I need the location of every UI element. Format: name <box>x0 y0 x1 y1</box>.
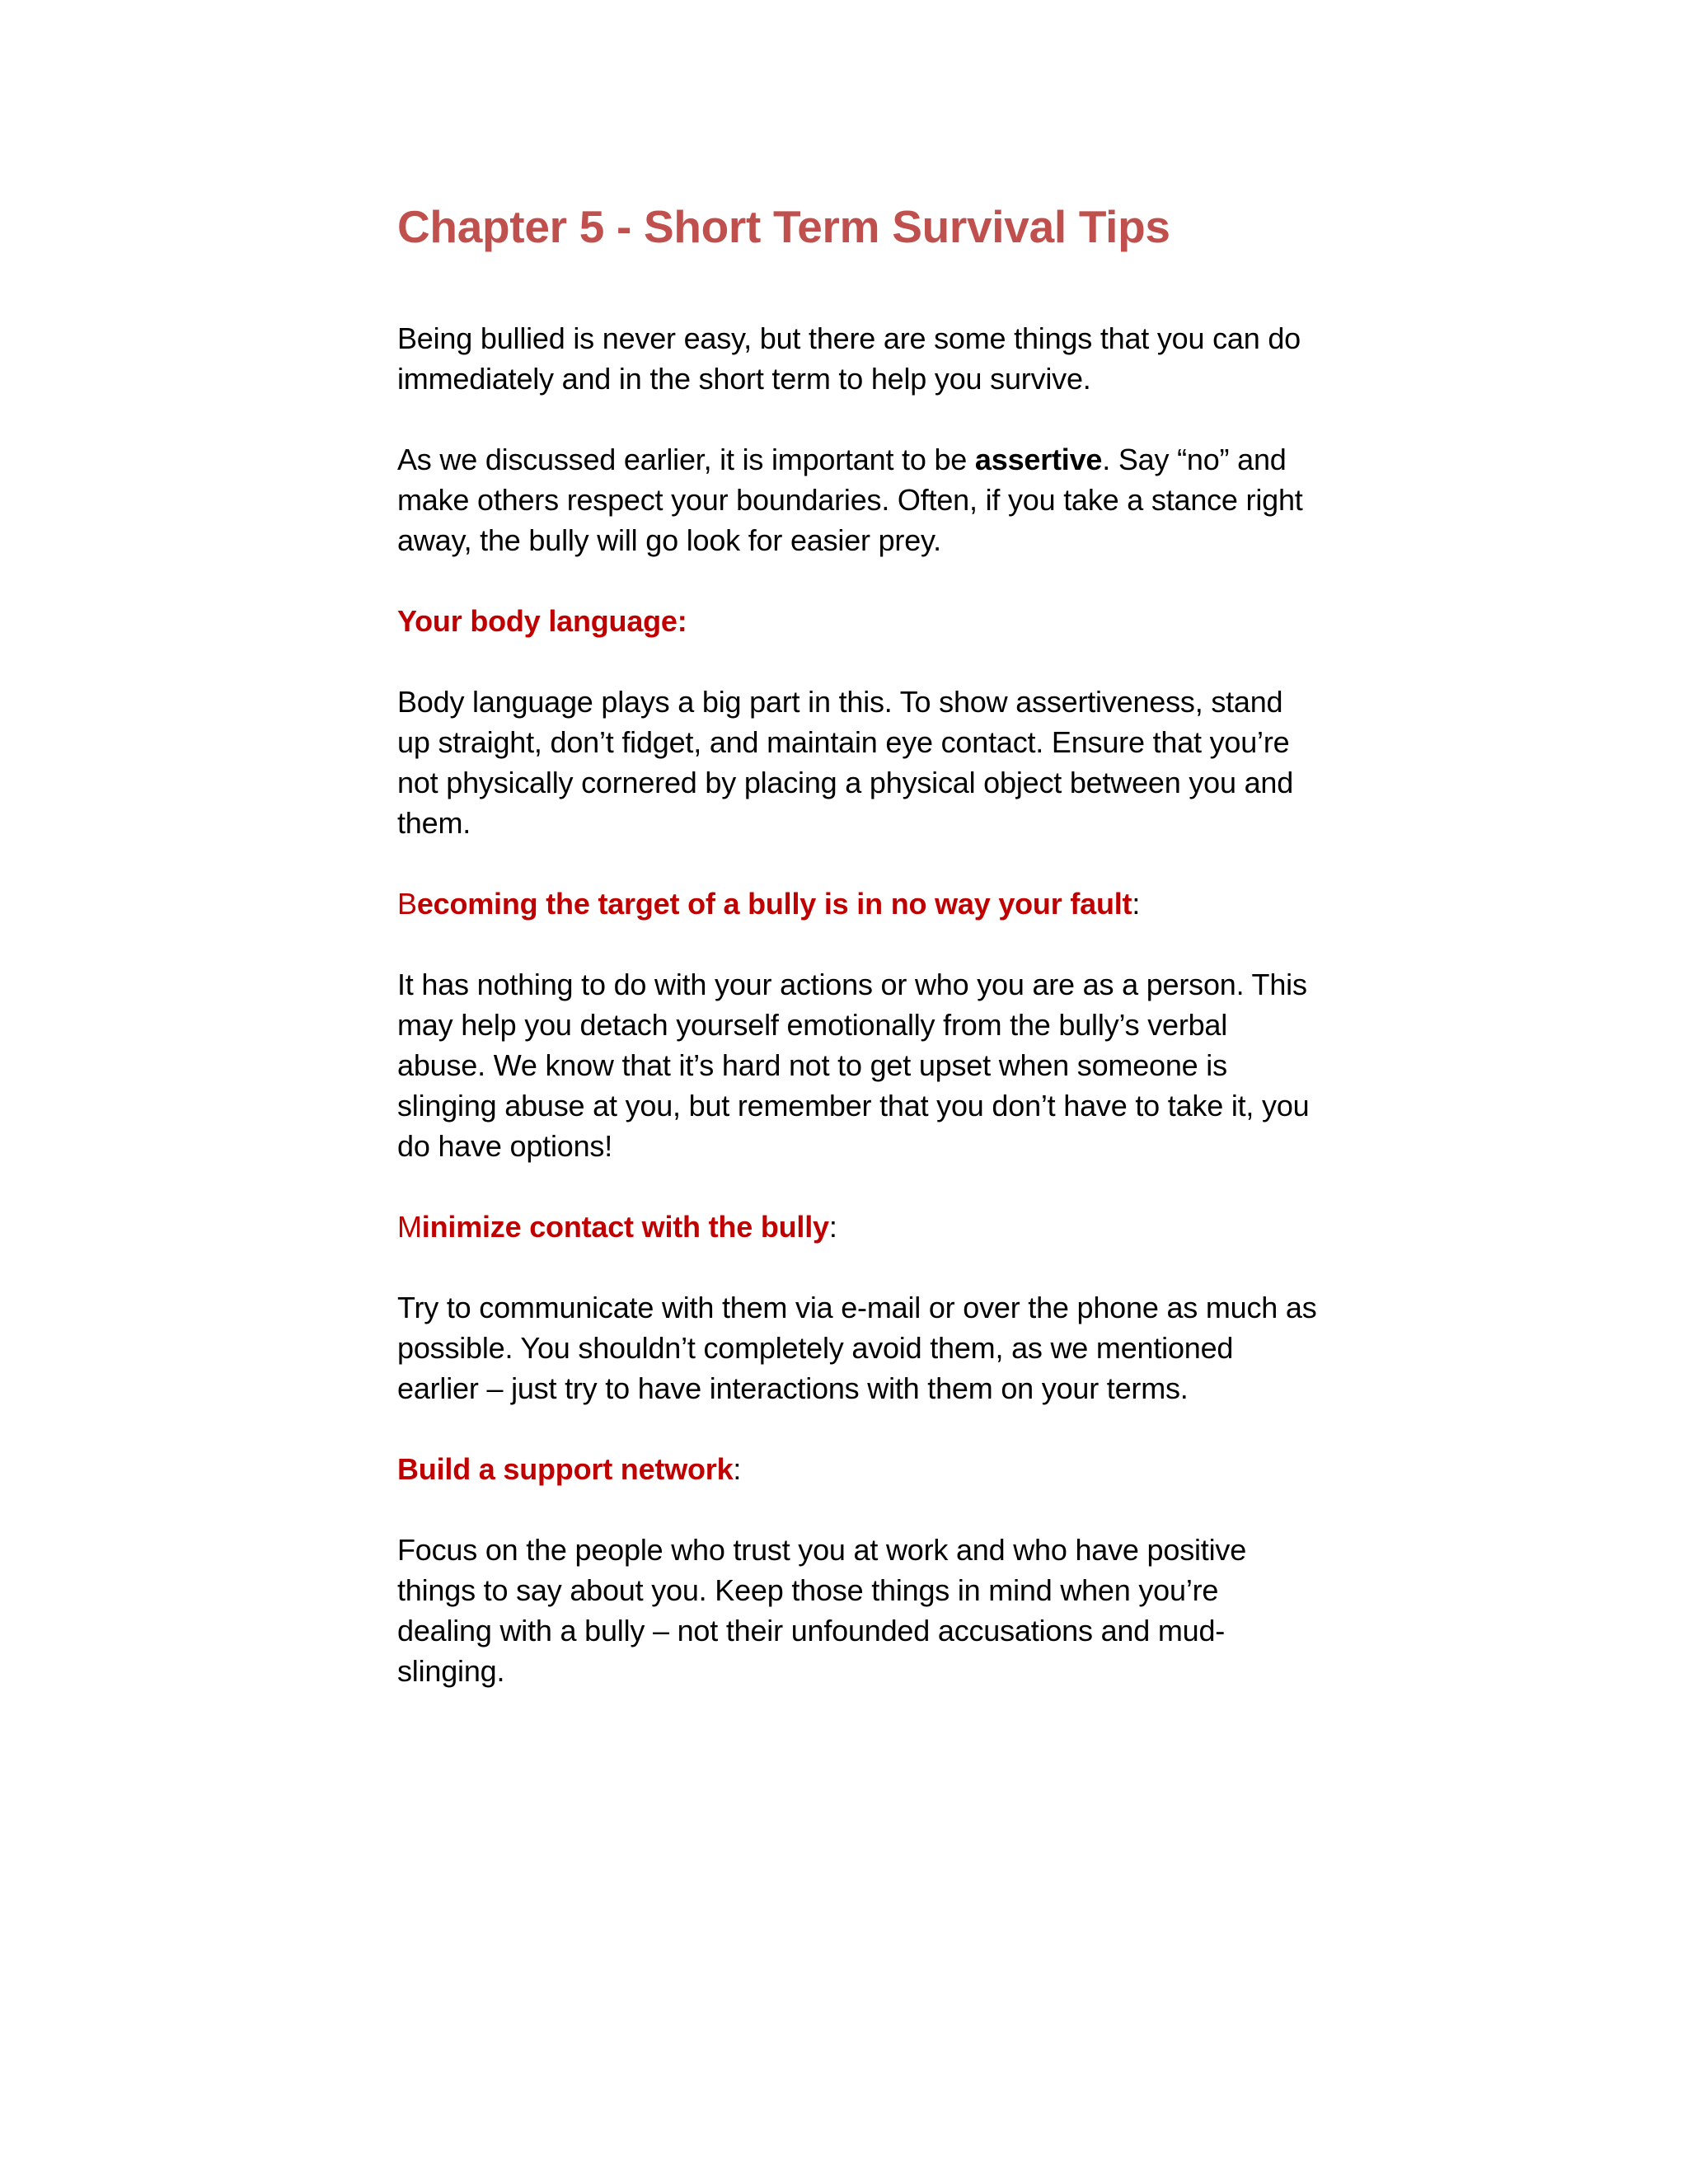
section-heading-initial: B <box>397 887 417 921</box>
section-heading-text: inimize contact with the bully <box>421 1210 829 1244</box>
assertive-paragraph <box>397 439 1320 560</box>
section-heading-not-your-fault <box>397 883 1320 924</box>
section-heading-colon: : <box>677 604 687 638</box>
assertive-text-before: As we discussed earlier, it is important to be <box>397 443 975 476</box>
assertive-bold-word: assertive <box>974 443 1103 476</box>
section-heading-initial: M <box>397 1210 422 1244</box>
section-body-minimize-contact: Try to communicate with them via e-mail or over the phone as much as possible. You shouldn’t completely avoid them, as we mentioned earlier – just try to have interactions with them on your terms. <box>397 1291 1317 1405</box>
section-body-not-your-fault: It has nothing to do with your actions or who you are as a person. This may help you detach yourself emotionally from the bully’s verbal abuse. We know that it’s hard not to get upset when someone is slinging abuse at you, but remember that you don’t have to take it, you do have options! <box>397 968 1310 1163</box>
section-heading-body-language <box>397 601 1320 641</box>
assertive-text-after: . Say “no” and make others respect your boundaries. Often, if you take a stance right away, the bully will go look for easier prey. <box>397 443 1303 557</box>
chapter-title: Chapter 5 - Short Term Survival Tips <box>397 201 1170 252</box>
page-content <box>397 198 1320 1691</box>
section-body-body-language: Body language plays a big part in this. To show assertiveness, stand up straight, don’t fidget, and maintain eye contact. Ensure that you’re not physically cornered by placing a physical object between you and them. <box>397 685 1294 840</box>
section-heading-colon: : <box>1132 887 1141 921</box>
section-heading-text: ecoming the target of a bully is in no way your fault <box>416 887 1132 921</box>
section-heading-text: Build a support network <box>397 1452 734 1486</box>
section-heading-minimize-contact <box>397 1207 1320 1247</box>
section-heading-colon: : <box>828 1210 837 1244</box>
section-heading-support-network <box>397 1449 1320 1489</box>
section-heading-text: Your body language <box>397 604 678 638</box>
section-heading-colon: : <box>733 1452 742 1486</box>
section-body-support-network: Focus on the people who trust you at work and who have positive things to say about you. Keep those things in mind when you’re dealing with a bully – not their unfounded accusations and mud-slinging. <box>397 1533 1247 1688</box>
intro-paragraph: Being bullied is never easy, but there are some things that you can do immediately and in the short term to help you survive. <box>397 321 1301 396</box>
